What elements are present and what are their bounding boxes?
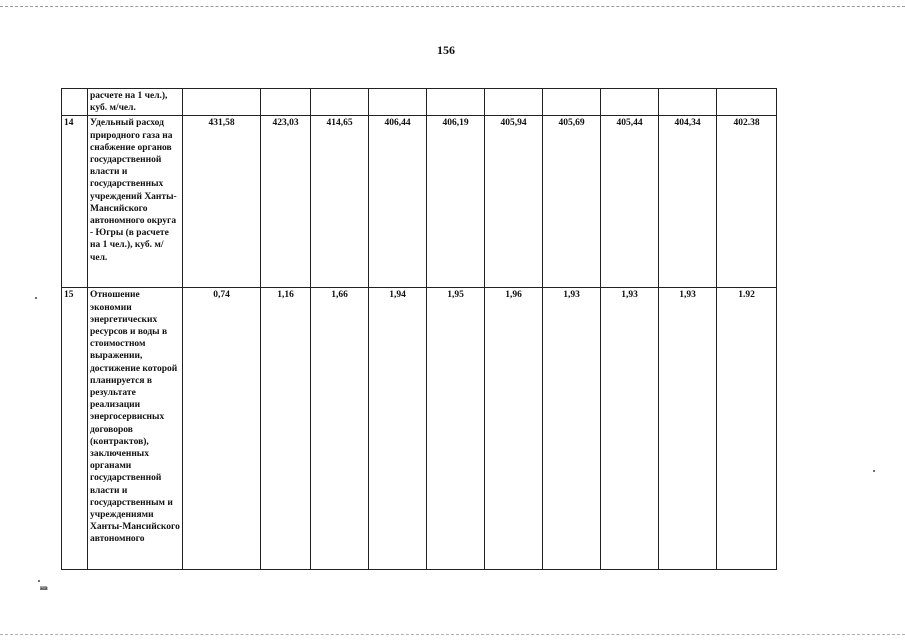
value-cell <box>369 89 427 116</box>
value-cell: 1.92 <box>717 288 777 570</box>
table-row <box>62 89 777 116</box>
value-cell <box>717 89 777 116</box>
page-number: 156 <box>437 43 455 57</box>
value-cell: 405,69 <box>543 116 601 288</box>
scan-speck <box>873 470 875 472</box>
value-cell: 1,96 <box>485 288 543 570</box>
value-cell <box>427 89 485 116</box>
value-cell: 405,94 <box>485 116 543 288</box>
data-table <box>61 88 777 570</box>
scan-speck <box>38 580 40 582</box>
indicator-name: Удельный расход природного газа на снабжение органов государственной власти и государственных учреждений Ханты-Мансийского автономного округа - Югры (в расчете на 1 чел.), куб. м/чел. <box>88 116 183 288</box>
value-cell: 414,65 <box>311 116 369 288</box>
value-cell <box>601 89 659 116</box>
value-cell: 1,66 <box>311 288 369 570</box>
value-cell <box>183 89 261 116</box>
value-cell: 406,19 <box>427 116 485 288</box>
value-cell: 405,44 <box>601 116 659 288</box>
indicator-name: Отношение экономии энергетических ресурсов и воды в стоимостном выражении, достижение которой планируется в результате реализации энергосервисных договоров (контрактов), заключенных органами государственной власти и государственным и учреждениями Ханты-Мансийского автономного <box>88 288 183 570</box>
table-row <box>62 288 777 570</box>
row-number <box>62 89 88 116</box>
value-cell: 1,95 <box>427 288 485 570</box>
value-cell: 431,58 <box>183 116 261 288</box>
row-number: 14 <box>62 116 88 288</box>
value-cell <box>543 89 601 116</box>
value-cell <box>485 89 543 116</box>
value-cell: 1,93 <box>601 288 659 570</box>
indicator-name: расчете на 1 чел.), куб. м/чел. <box>88 89 183 116</box>
value-cell <box>659 89 717 116</box>
value-cell: 423,03 <box>261 116 311 288</box>
value-cell: 1,93 <box>543 288 601 570</box>
value-cell: 406,44 <box>369 116 427 288</box>
scan-speck <box>35 297 37 299</box>
value-cell: 1,94 <box>369 288 427 570</box>
value-cell <box>311 89 369 116</box>
footer-mark: нв <box>40 584 48 592</box>
value-cell <box>261 89 311 116</box>
value-cell: 1,16 <box>261 288 311 570</box>
value-cell: 1,93 <box>659 288 717 570</box>
value-cell: 0,74 <box>183 288 261 570</box>
row-number: 15 <box>62 288 88 570</box>
value-cell: 404,34 <box>659 116 717 288</box>
scan-edge-top <box>0 6 905 7</box>
table-row <box>62 116 777 288</box>
value-cell: 402.38 <box>717 116 777 288</box>
scan-edge-bottom <box>0 634 905 635</box>
